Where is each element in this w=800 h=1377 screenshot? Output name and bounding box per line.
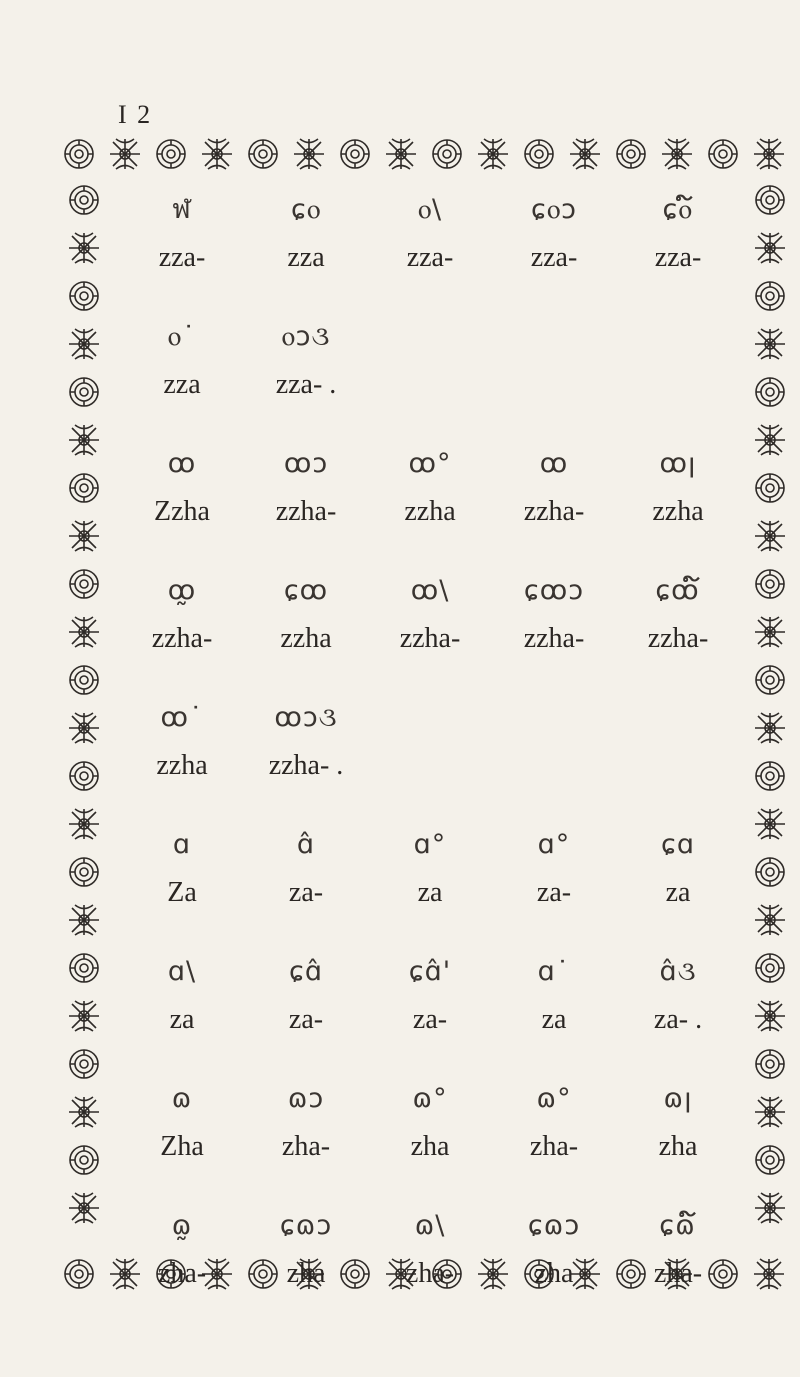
transliteration: zzha- . (268, 750, 344, 781)
knot-cross-icon (62, 704, 106, 752)
transliteration: zha- (157, 1258, 207, 1289)
script-glyph: ꝏɔ (283, 448, 329, 479)
syllable-row (120, 190, 740, 317)
transliteration: zha (410, 1131, 450, 1162)
ornamental-border-left (62, 176, 106, 1254)
script-glyph: ꝏ (167, 448, 197, 479)
script-glyph: ɕɑ̂ (289, 956, 323, 987)
flower-rosette-icon (748, 1136, 792, 1184)
knot-cross-icon (286, 130, 332, 178)
knot-cross-icon (748, 992, 792, 1040)
transliteration: za- (536, 877, 572, 908)
transliteration: zha- (281, 1131, 331, 1162)
flower-rosette-icon (748, 560, 792, 608)
script-glyph: ɷꞁ (663, 1083, 693, 1114)
script-glyph: ɕꝏɔ (523, 575, 585, 606)
flower-rosette-icon (62, 368, 106, 416)
script-glyph: ꝏ (539, 448, 569, 479)
knot-cross-icon (562, 130, 608, 178)
flower-rosette-icon (62, 944, 106, 992)
flower-rosette-icon (748, 752, 792, 800)
script-glyph: ꝏ\ (410, 575, 450, 606)
transliteration: zzha- (151, 623, 213, 654)
transliteration: za- (288, 877, 324, 908)
transliteration: zzha- (399, 623, 461, 654)
syllable-row (120, 1206, 740, 1333)
script-glyph: ɷɔ (287, 1083, 325, 1114)
script-glyph: ɕꝏ (283, 575, 329, 606)
knot-cross-icon (378, 130, 424, 178)
flower-rosette-icon (748, 944, 792, 992)
transliteration: zza (287, 242, 325, 273)
transliteration: Za (167, 877, 197, 908)
flower-rosette-icon (748, 368, 792, 416)
script-glyph: ɑ (172, 829, 192, 860)
script-glyph: ɕɷ໌ (659, 1210, 697, 1241)
transliteration: zha (286, 1258, 326, 1289)
knot-cross-icon (748, 608, 792, 656)
syllable-row (120, 571, 740, 698)
knot-cross-icon (748, 512, 792, 560)
script-glyph: ɕɷɔ (279, 1210, 333, 1241)
knot-cross-icon (748, 800, 792, 848)
flower-rosette-icon (62, 176, 106, 224)
script-glyph: ꝏ̰ (167, 575, 197, 606)
knot-cross-icon (194, 130, 240, 178)
script-glyph: ɷ̰ (171, 1210, 193, 1241)
script-glyph: ⲟɔ૩ (281, 321, 331, 352)
script-glyph: ɷ° (412, 1083, 448, 1114)
flower-rosette-icon (62, 1136, 106, 1184)
flower-rosette-icon (62, 1040, 106, 1088)
flower-rosette-icon (62, 272, 106, 320)
script-glyph: ɕɑ̂' (408, 956, 452, 987)
transliteration: za (665, 877, 691, 908)
flower-rosette-icon (748, 464, 792, 512)
flower-rosette-icon (148, 130, 194, 178)
knot-cross-icon (62, 992, 106, 1040)
knot-cross-icon (654, 130, 700, 178)
knot-cross-icon (62, 608, 106, 656)
flower-rosette-icon (700, 130, 746, 178)
transliteration: zzha- (275, 496, 337, 527)
flower-rosette-icon (748, 656, 792, 704)
knot-cross-icon (748, 1184, 792, 1232)
script-glyph: ꝏ˙ (160, 702, 204, 733)
transliteration: zzha (156, 750, 208, 781)
ornamental-border-top (56, 130, 796, 178)
transliteration: zha- (653, 1258, 703, 1289)
script-glyph: ɕⲟ (290, 194, 322, 225)
script-glyph: ꝏꞁ (659, 448, 697, 479)
transliteration: zza (163, 369, 201, 400)
script-glyph: ɕⲟɔ (531, 194, 577, 225)
transliteration: zza- . (275, 369, 337, 400)
transliteration: zzha- (647, 623, 709, 654)
flower-rosette-icon (240, 130, 286, 178)
knot-cross-icon (62, 800, 106, 848)
script-glyph: ɑ˙ (537, 956, 571, 987)
transliteration: zzha- (523, 496, 585, 527)
transliteration: zha (534, 1258, 574, 1289)
knot-cross-icon (102, 130, 148, 178)
knot-cross-icon (62, 224, 106, 272)
script-glyph: ɷ° (536, 1083, 572, 1114)
transliteration: zza- (530, 242, 578, 273)
knot-cross-icon (748, 224, 792, 272)
ornamental-border-right (748, 176, 792, 1254)
flower-rosette-icon (62, 752, 106, 800)
script-glyph: ⲟ˙ (167, 321, 197, 352)
knot-cross-icon (62, 896, 106, 944)
transliteration: Zha (160, 1131, 204, 1162)
script-glyph: ꝏ° (408, 448, 452, 479)
knot-cross-icon (748, 416, 792, 464)
transliteration: zzha- (523, 623, 585, 654)
flower-rosette-icon (62, 464, 106, 512)
transliteration: zza- (158, 242, 206, 273)
knot-cross-icon (62, 320, 106, 368)
flower-rosette-icon (748, 176, 792, 224)
script-glyph: ɑ\ (167, 956, 197, 987)
transliteration: zha- (405, 1258, 455, 1289)
flower-rosette-icon (748, 272, 792, 320)
transliteration: zza- (654, 242, 702, 273)
script-glyph: ɕɑ (661, 829, 695, 860)
knot-cross-icon (62, 1184, 106, 1232)
knot-cross-icon (470, 130, 516, 178)
transliteration: Zzha (154, 496, 210, 527)
knot-cross-icon (62, 512, 106, 560)
flower-rosette-icon (748, 1040, 792, 1088)
knot-cross-icon (746, 1250, 792, 1298)
script-glyph: ɕⲟ໌ (662, 194, 694, 225)
knot-cross-icon (62, 416, 106, 464)
knot-cross-icon (748, 320, 792, 368)
knot-cross-icon (746, 130, 792, 178)
script-glyph: ɑ̂૩ (659, 956, 697, 987)
transliteration: za (169, 1004, 195, 1035)
script-glyph: ɕɷɔ (527, 1210, 581, 1241)
flower-rosette-icon (608, 130, 654, 178)
script-glyph: ⲟ\ (417, 194, 443, 225)
knot-cross-icon (748, 896, 792, 944)
flower-rosette-icon (62, 656, 106, 704)
script-glyph: ɷ (171, 1083, 193, 1114)
syllable-row (120, 825, 740, 952)
transliteration: zzha (404, 496, 456, 527)
syllable-row (120, 444, 740, 571)
syllable-row (120, 317, 740, 444)
flower-rosette-icon (332, 130, 378, 178)
knot-cross-icon (748, 1088, 792, 1136)
flower-rosette-icon (62, 560, 106, 608)
transliteration: za- (288, 1004, 324, 1035)
flower-rosette-icon (62, 848, 106, 896)
flower-rosette-icon (748, 848, 792, 896)
transliteration: zzha (652, 496, 704, 527)
syllable-row (120, 952, 740, 1079)
syllable-row (120, 1079, 740, 1206)
script-glyph: ɑ° (537, 829, 571, 860)
syllable-table (120, 190, 740, 1333)
syllable-row (120, 698, 740, 825)
transliteration: za- (412, 1004, 448, 1035)
knot-cross-icon (62, 1088, 106, 1136)
transliteration: za (541, 1004, 567, 1035)
transliteration: zzha (280, 623, 332, 654)
script-glyph: ɑ̂ (296, 829, 316, 860)
flower-rosette-icon (516, 130, 562, 178)
transliteration: za- . (653, 1004, 703, 1035)
flower-rosette-icon (56, 1250, 102, 1298)
page-number: I 2 (118, 100, 153, 129)
knot-cross-icon (748, 704, 792, 752)
transliteration: za (417, 877, 443, 908)
script-glyph: ꝏɔ૩ (274, 702, 338, 733)
script-glyph: ฬ (172, 194, 192, 225)
script-glyph: ɑ° (413, 829, 447, 860)
transliteration: zha- (529, 1131, 579, 1162)
transliteration: zha (658, 1131, 698, 1162)
script-glyph: ɷ\ (414, 1210, 446, 1241)
transliteration: zza- (406, 242, 454, 273)
flower-rosette-icon (424, 130, 470, 178)
flower-rosette-icon (56, 130, 102, 178)
script-glyph: ɕꝏ໌ (655, 575, 701, 606)
